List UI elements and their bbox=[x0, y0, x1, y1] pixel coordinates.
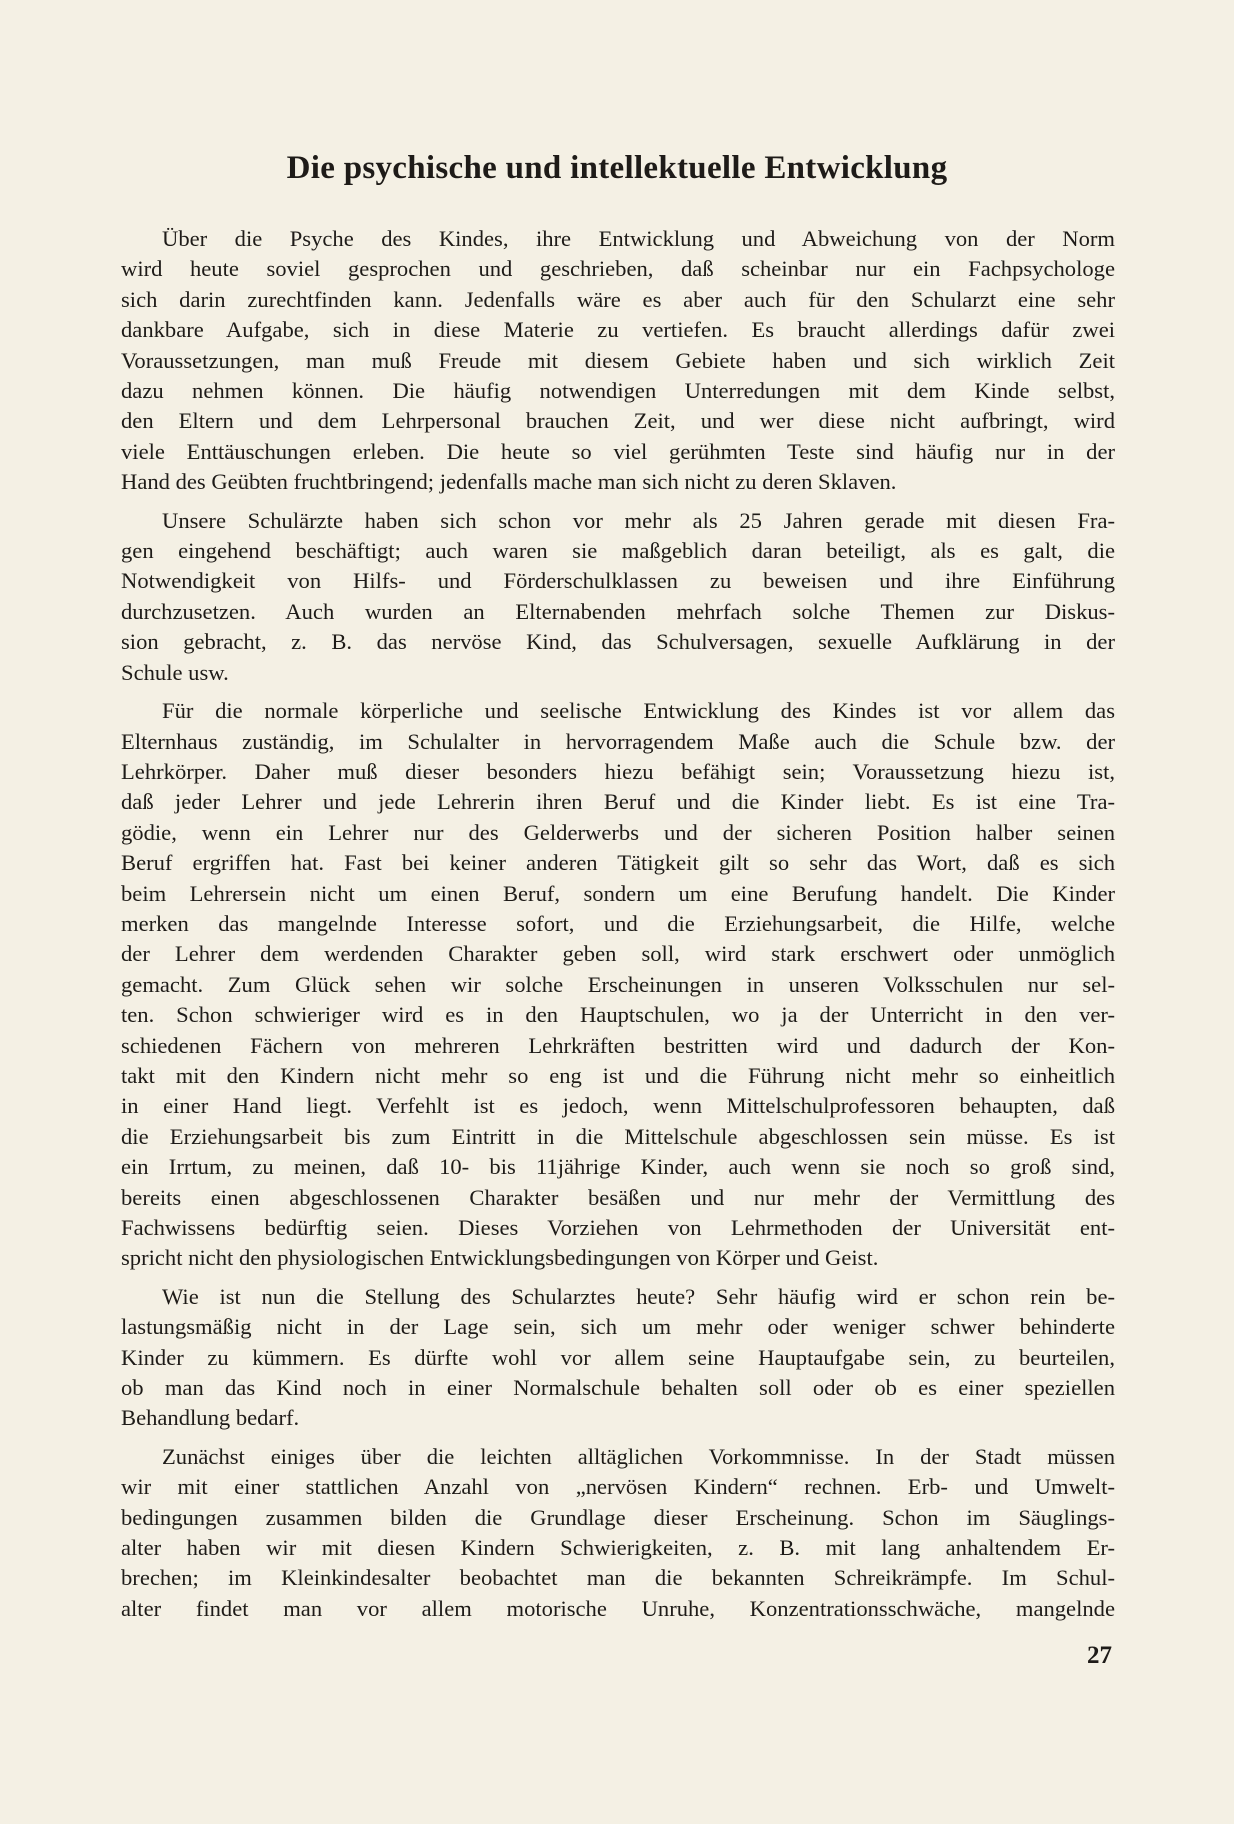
text-line: Unsere Schulärzte haben sich schon vor mehr als 25 Jahren gerade mit diesen Fra- bbox=[162, 507, 1115, 533]
paragraph bbox=[121, 696, 1115, 1274]
text-line: der Lehrer dem werdenden Charakter geben soll, wird stark erschwert oder unmöglich bbox=[121, 941, 1115, 967]
text-line: Wie ist nun die Stellung des Schularztes heute? Sehr häufig wird er schon rein be- bbox=[162, 1283, 1115, 1309]
text-line: lastungsmäßig nicht in der Lage sein, sich um mehr oder weniger schwer behinderte bbox=[121, 1314, 1115, 1340]
paragraph bbox=[121, 224, 1115, 498]
text-line: dankbare Aufgabe, sich in diese Materie zu vertiefen. Es braucht allerdings dafür zwei bbox=[121, 317, 1115, 343]
text-line: daß jeder Lehrer und jede Lehrerin ihren Beruf und die Kinder liebt. Es ist eine Tra- bbox=[121, 789, 1115, 815]
text-line: Für die normale körperliche und seelische Entwicklung des Kindes ist vor allem das bbox=[162, 698, 1115, 724]
text-line: dazu nehmen können. Die häufig notwendigen Unterredungen mit dem Kinde selbst, bbox=[121, 378, 1115, 404]
text-line: viele Enttäuschungen erleben. Die heute so viel gerühmten Teste sind häufig nur in der bbox=[121, 438, 1115, 464]
text-line: alter findet man vor allem motorische Unruhe, Konzentrationsschwäche, mangelnde bbox=[121, 1595, 1115, 1621]
text-line: brechen; im Kleinkindesalter beobachtet man die bekannten Schreikrämpfe. Im Schul- bbox=[121, 1565, 1115, 1591]
text-line: ten. Schon schwieriger wird es in den Hauptschulen, wo ja der Unterricht in den ver- bbox=[121, 1002, 1115, 1028]
text-line: Lehrkörper. Daher muß dieser besonders hiezu befähigt sein; Voraussetzung hiezu ist, bbox=[121, 758, 1115, 784]
text-line: Notwendigkeit von Hilfs- und Förderschulklassen zu beweisen und ihre Einführung bbox=[121, 568, 1115, 594]
text-line: merken das mangelnde Interesse sofort, und die Erziehungsarbeit, die Hilfe, welche bbox=[121, 910, 1115, 936]
paragraph bbox=[121, 506, 1115, 688]
text-line: gemacht. Zum Glück sehen wir solche Erscheinungen in unseren Volksschulen nur sel- bbox=[121, 971, 1115, 997]
text-line: takt mit den Kindern nicht mehr so eng ist und die Führung nicht mehr so einheitlich bbox=[121, 1062, 1115, 1088]
body-text bbox=[121, 224, 1115, 1632]
paragraph bbox=[121, 1442, 1115, 1624]
text-line: Elternhaus zuständig, im Schulalter in hervorragendem Maße auch die Schule bzw. der bbox=[121, 728, 1115, 754]
text-line: durchzusetzen. Auch wurden an Elternabenden mehrfach solche Themen zur Diskus- bbox=[121, 598, 1115, 624]
text-line: in einer Hand liegt. Verfehlt ist es jedoch, wenn Mittelschulprofessoren behaupten, daß bbox=[121, 1093, 1115, 1119]
text-line: beim Lehrersein nicht um einen Beruf, sondern um eine Berufung handelt. Die Kinder bbox=[121, 880, 1115, 906]
paragraph bbox=[121, 1282, 1115, 1434]
text-line: Kinder zu kümmern. Es dürfte wohl vor allem seine Hauptaufgabe sein, zu beurteilen, bbox=[121, 1344, 1115, 1370]
text-line: wird heute soviel gesprochen und geschrieben, daß scheinbar nur ein Fachpsychologe bbox=[121, 256, 1115, 282]
text-line: Beruf ergriffen hat. Fast bei keiner anderen Tätigkeit gilt so sehr das Wort, daß es sich bbox=[121, 850, 1115, 876]
text-line: Zunächst einiges über die leichten alltäglichen Vorkommnisse. In der Stadt müssen bbox=[162, 1443, 1115, 1469]
text-line: die Erziehungsarbeit bis zum Eintritt in die Mittelschule abgeschlossen sein müsse. Es ist bbox=[121, 1123, 1115, 1149]
text-line: gödie, wenn ein Lehrer nur des Gelderwerbs und der sicheren Position halber seinen bbox=[121, 819, 1115, 845]
text-line: spricht nicht den physiologischen Entwicklungsbedingungen von Körper und Geist. bbox=[121, 1245, 879, 1271]
text-line: ein Irrtum, zu meinen, daß 10- bis 11jährige Kinder, auch wenn sie noch so groß sind, bbox=[121, 1154, 1115, 1180]
page-number: 27 bbox=[1087, 1642, 1112, 1669]
text-line: gen eingehend beschäftigt; auch waren sie maßgeblich daran beteiligt, als es galt, die bbox=[121, 538, 1115, 564]
text-line: Schule usw. bbox=[121, 659, 229, 685]
text-line: bedingungen zusammen bilden die Grundlage dieser Erscheinung. Schon im Säuglings- bbox=[121, 1504, 1115, 1530]
text-line: den Eltern und dem Lehrpersonal brauchen Zeit, und wer diese nicht aufbringt, wird bbox=[121, 408, 1115, 434]
text-line: Behandlung bedarf. bbox=[121, 1405, 300, 1431]
text-line: schiedenen Fächern von mehreren Lehrkräften bestritten wird und dadurch der Kon- bbox=[121, 1032, 1115, 1058]
text-line: bereits einen abgeschlossenen Charakter besäßen und nur mehr der Vermittlung des bbox=[121, 1184, 1115, 1210]
text-line: ob man das Kind noch in einer Normalschule behalten soll oder ob es einer speziellen bbox=[121, 1375, 1115, 1401]
text-line: alter haben wir mit diesen Kindern Schwierigkeiten, z. B. mit lang anhaltendem Er- bbox=[121, 1535, 1115, 1561]
text-line: sich darin zurechtfinden kann. Jedenfalls wäre es aber auch für den Schularzt eine sehr bbox=[121, 286, 1115, 312]
text-line: sion gebracht, z. B. das nervöse Kind, das Schulversagen, sexuelle Aufklärung in der bbox=[121, 629, 1115, 655]
text-line: Fachwissens bedürftig seien. Dieses Vorziehen von Lehrmethoden der Universität ent- bbox=[121, 1215, 1115, 1240]
text-line: Hand des Geübten fruchtbringend; jedenfalls mache man sich nicht zu deren Sklaven. bbox=[121, 469, 897, 495]
text-line: Voraussetzungen, man muß Freude mit diesem Gebiete haben und sich wirklich Zeit bbox=[121, 347, 1115, 373]
chapter-title: Die psychische und intellektuelle Entwicklung bbox=[286, 150, 948, 186]
text-line: wir mit einer stattlichen Anzahl von „nervösen Kindern“ rechnen. Erb- und Umwelt- bbox=[121, 1474, 1115, 1500]
text-line: Über die Psyche des Kindes, ihre Entwicklung und Abweichung von der Norm bbox=[162, 226, 1115, 251]
